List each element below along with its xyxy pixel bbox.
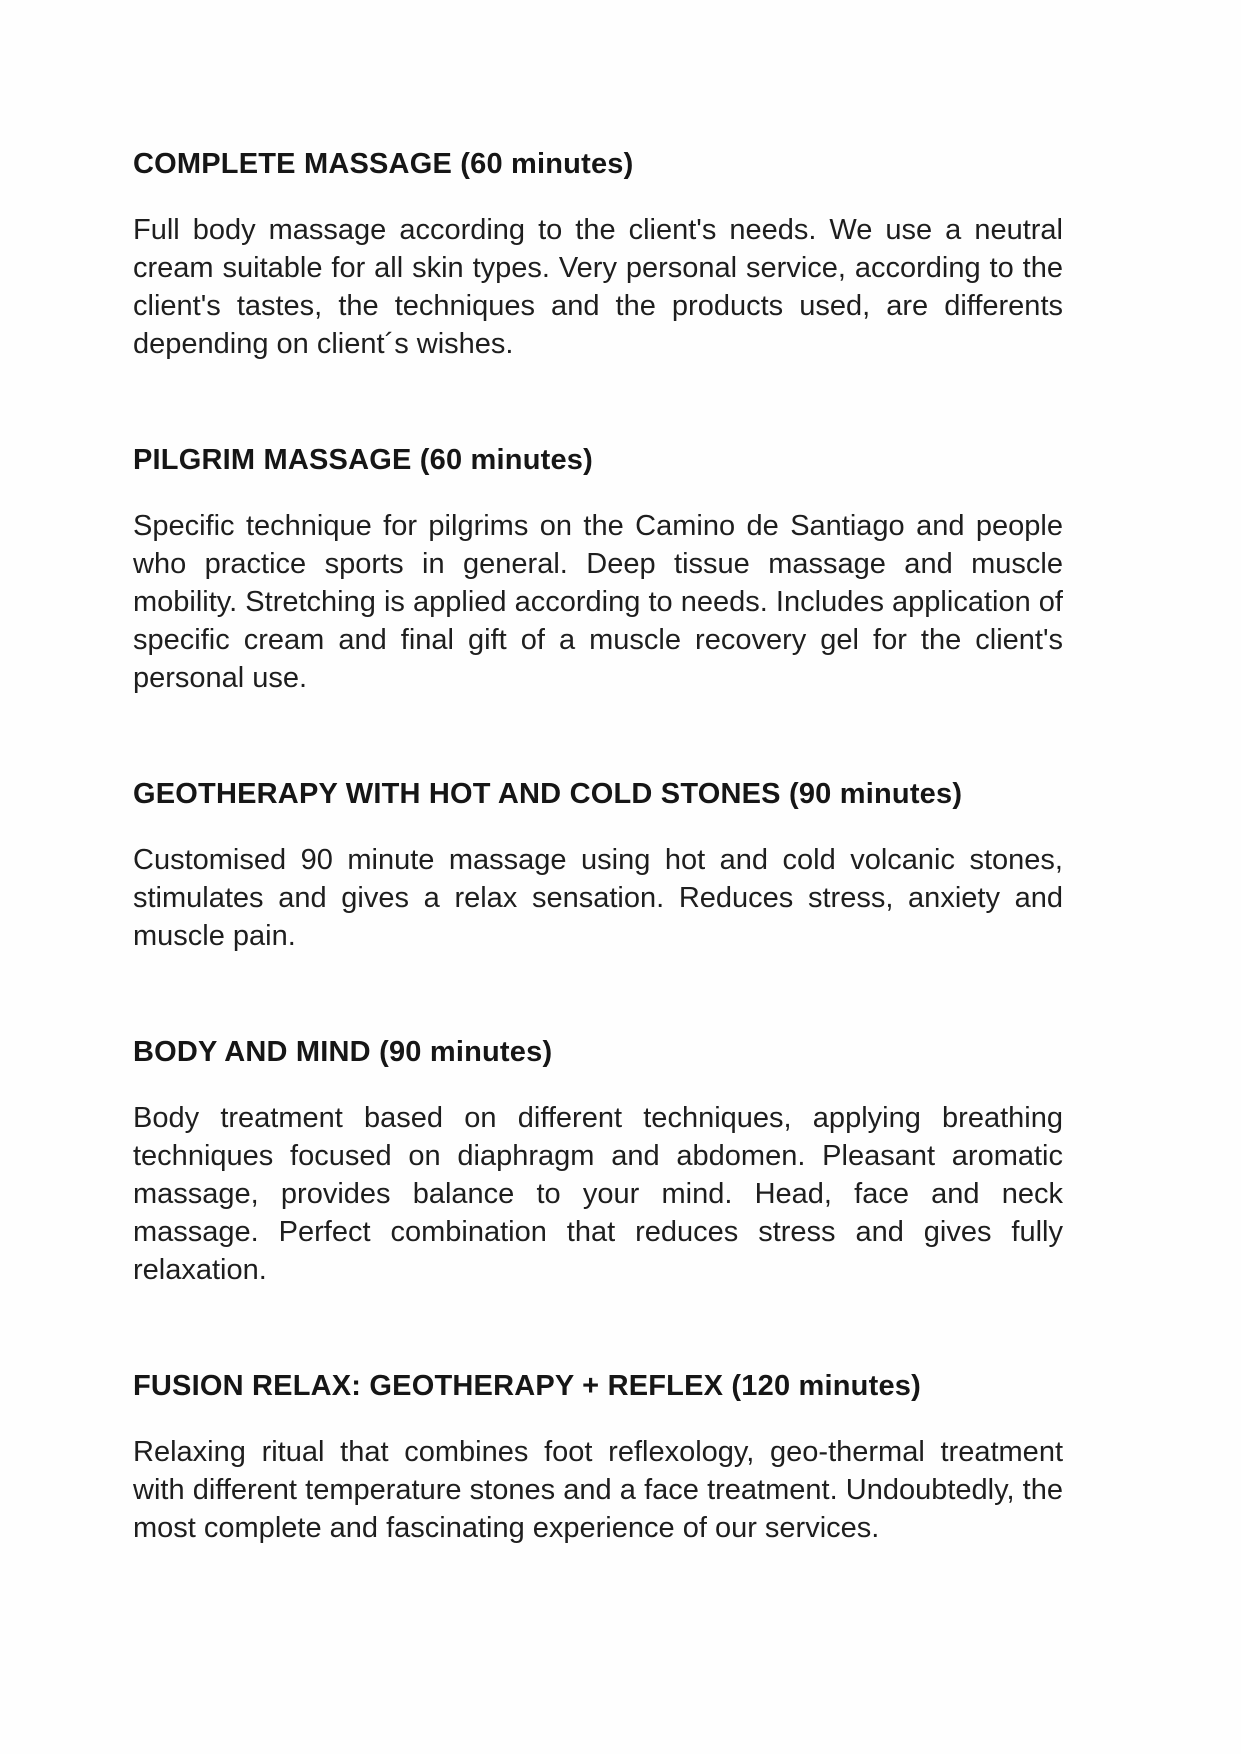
service-heading: COMPLETE MASSAGE (60 minutes) (133, 148, 634, 180)
service-description: Full body massage according to the client's needs. We use a neutral cream suitable for all skin types. Very personal service, according to the client's tastes, the techniques and the products used, are differents depending on client´s wishes. (133, 214, 1063, 360)
service-heading: BODY AND MIND (90 minutes) (133, 1036, 553, 1068)
service-heading: FUSION RELAX: GEOTHERAPY + REFLEX (120 minutes) (133, 1370, 921, 1402)
service-description: Body treatment based on different techniques, applying breathing techniques focused on diaphragm and abdomen. Pleasant aromatic massage, provides balance to your mind. Head, face and neck massage. Perfect combination that reduces stress and gives fully relaxation. (133, 1102, 1063, 1286)
service-section-pilgrim-massage (133, 441, 1063, 697)
service-section-geotherapy-stones (133, 775, 1063, 955)
service-description: Specific technique for pilgrims on the Camino de Santiago and people who practice sports in general. Deep tissue massage and muscle mobility. Stretching is applied according to needs. Includes application of specific cream and final gift of a muscle recovery gel for the client's personal use. (133, 510, 1063, 694)
service-section-complete-massage (133, 145, 1063, 363)
service-heading: GEOTHERAPY WITH HOT AND COLD STONES (90 minutes) (133, 778, 963, 810)
service-description: Relaxing ritual that combines foot reflexology, geo-thermal treatment with different temperature stones and a face treatment. Undoubtedly, the most complete and fascinating experience of our services. (133, 1436, 1063, 1544)
service-description: Customised 90 minute massage using hot and cold volcanic stones, stimulates and gives a relax sensation. Reduces stress, anxiety and muscle pain. (133, 844, 1063, 952)
service-section-fusion-relax (133, 1367, 1063, 1547)
service-section-body-and-mind (133, 1033, 1063, 1289)
service-heading: PILGRIM MASSAGE (60 minutes) (133, 444, 593, 476)
